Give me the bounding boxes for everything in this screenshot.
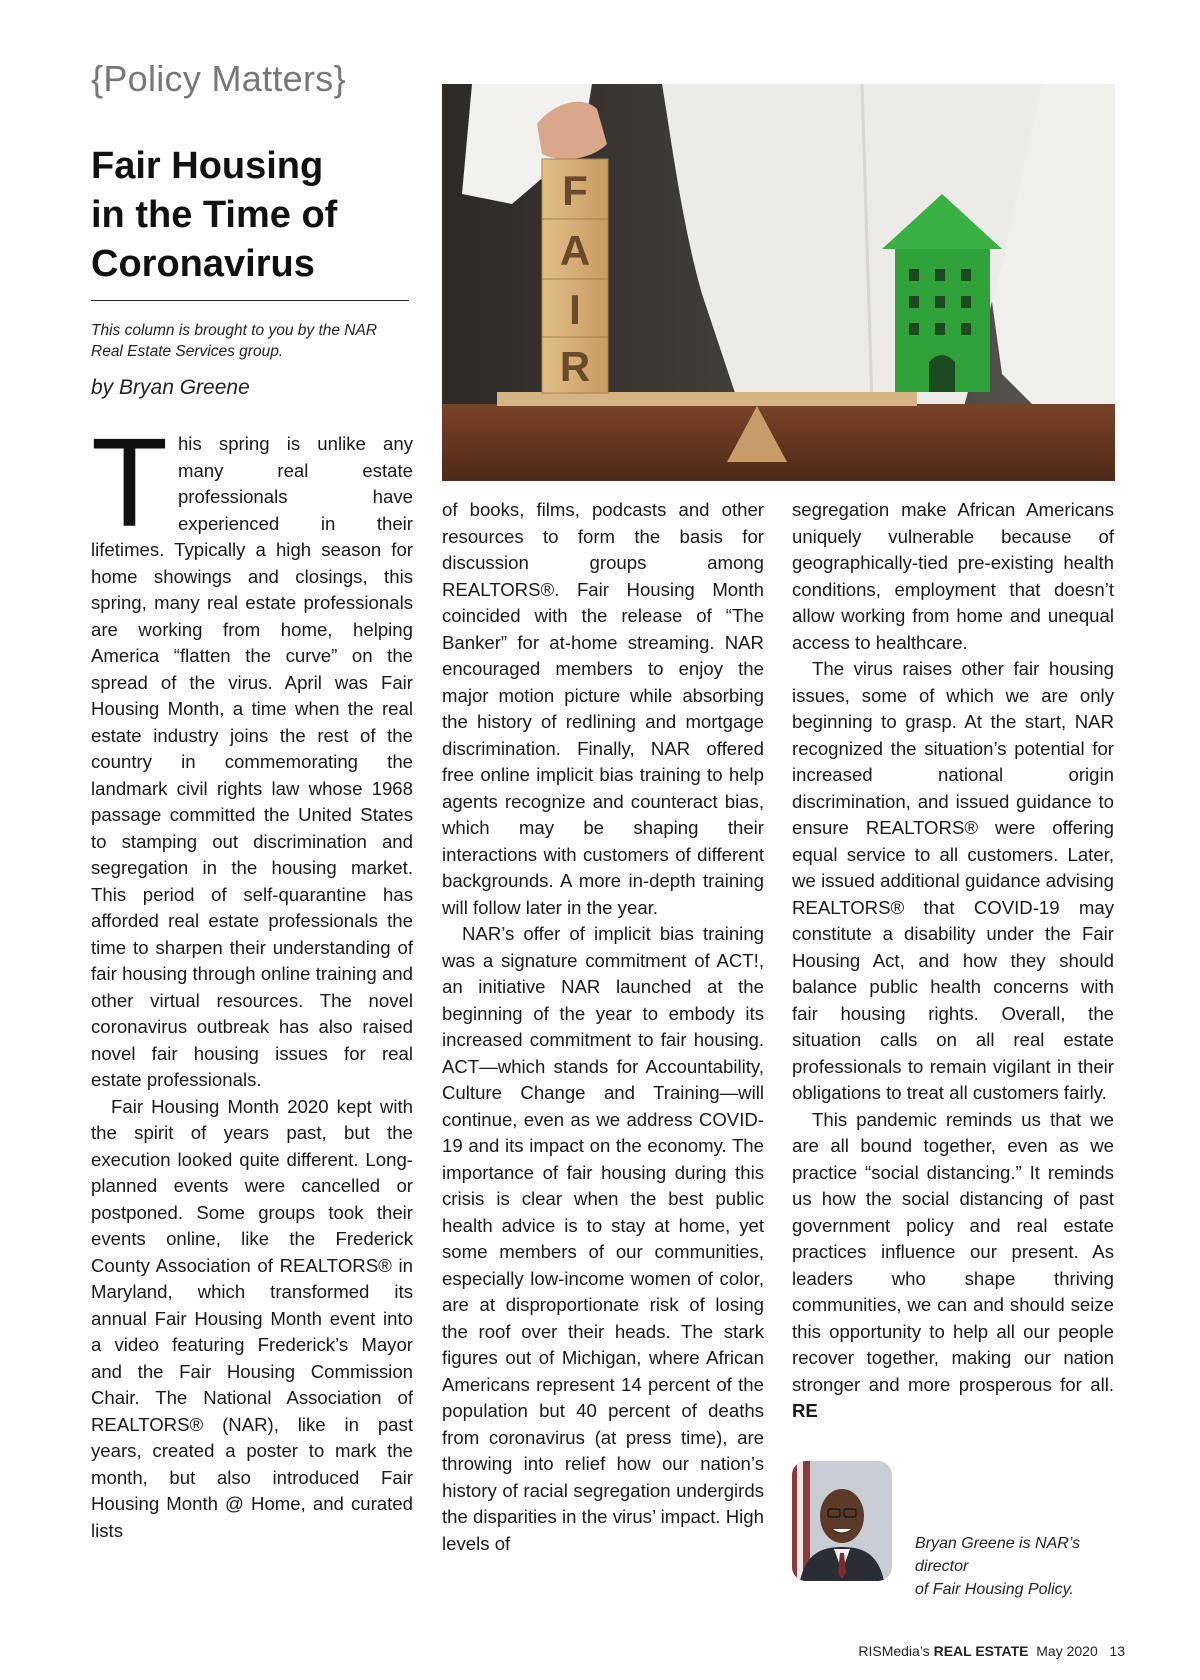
paragraph-text: This pandemic reminds us that we are all bound together, even as we practice “social distancing.” It reminds us how the social distancing of past government policy and real estate practices influence our present. As leaders who shape thriving communities, we can and should seize this opportunity to help all our people recover together, making our nation stronger and more prosperous for all. <box>792 1108 1114 1395</box>
paragraph <box>91 412 413 1094</box>
caption-line: Bryan Greene is NAR’s director <box>915 1535 1081 1575</box>
paragraph: The virus raises other fair housing issues, some of which we are only beginning to grasp. At the start, NAR recognized the situation’s potential for increased national origin discrimination, and issued guidance to ensure REALTORS® were offering equal service to all customers. Later, we issued additional guidance advising REALTORS® that COVID-19 may constitute a disability under the Fair Housing Act, and how they should balance public health concerns with fair housing rights. Overall, the situation calls on all real estate professionals to remain vigilant in their obligations to treat all customers fairly. <box>792 658 1114 1103</box>
headline-divider <box>91 300 409 301</box>
caption-line: of Fair Housing Policy. <box>915 1581 1074 1598</box>
drop-cap: T <box>91 412 168 553</box>
block-letter: A <box>559 227 591 274</box>
article-headline <box>91 142 411 289</box>
author-photo <box>792 1461 892 1581</box>
headline-line: Coronavirus <box>91 243 315 285</box>
author-caption <box>915 1532 1135 1601</box>
publication-name: RISMedia’s <box>858 1643 930 1659</box>
headline-line: in the Time of <box>91 194 338 236</box>
paragraph-text: his spring is unlike any many real estate professionals have experienced in their lifetimes. Typically a high season for home showings and closings, this spring, many real estate professionals are working from home, helping America “flatten the curve” on the spread of the virus. April was Fair Housing Month, a time when the real estate industry joins the rest of the country in commemorating the landmark civil rights law whose 1968 passage committed the United States to stamping out discrimination and segregation in the housing market. This period of self-quarantine has afforded real estate professionals the time to sharpen their understanding of fair housing through online training and other virtual resources. The novel coronavirus outbreak has also raised novel fair housing issues for real estate professionals. <box>91 433 413 1090</box>
fair-house-balance-illustration <box>442 84 1115 481</box>
hero-photo <box>442 84 1115 481</box>
magazine-name: REAL ESTATE <box>933 1643 1029 1659</box>
paragraph: NAR’s offer of implicit bias training was a signature commitment of ACT!, an initiative NAR launched at the beginning of the year to embody its increased commitment to fair housing. ACT—which stands for Accountability, Culture Change and Training—will continue, even as we address COVID-19 and its impact on the economy. The importance of fair housing during this crisis is clear when the best public health advice is to stay at home, yet some members of our communities, especially low-income women of color, are at disproportionate risk of losing the roof over their heads. The stark figures out of Michigan, where African Americans represent 14 percent of the population but 40 percent of deaths from coronavirus (at press time), are throwing into relief how our nation’s history of racial segregation undergirds the disparities in the virus’ impact. High levels of <box>442 923 764 1554</box>
block-letter: R <box>559 343 591 390</box>
credit-line: Real Estate Services group. <box>91 343 284 360</box>
article-column-2 <box>442 497 764 1557</box>
paragraph <box>792 1107 1114 1425</box>
block-i <box>542 279 608 337</box>
block-letter: I <box>569 286 581 333</box>
credit-line: This column is brought to you by the NAR <box>91 322 378 339</box>
block-f <box>542 159 608 219</box>
paragraph: segregation make African Americans uniquely vulnerable because of geographically-tied pre-existing health conditions, employment that doesn’t allow working from home and unequal access to healthcare. <box>792 499 1114 653</box>
byline: by Bryan Greene <box>91 376 250 399</box>
paragraph: Fair Housing Month 2020 kept with the spirit of years past, but the execution looked quite different. Long-planned events were cancelled or postponed. Some groups took their events online, like the Frederick County Association of REALTORS® in Maryland, which transformed its annual Fair Housing Month event into a video featuring Frederick’s Mayor and the Fair Housing Commission Chair. The National Association of REALTORS® (NAR), like in past years, created a poster to mark the month, but also introduced Fair Housing Month @ Home, and curated lists <box>91 1095 413 1541</box>
end-mark: RE <box>792 1400 818 1421</box>
article-column-1 <box>91 412 413 1544</box>
headline-line: Fair Housing <box>91 145 324 187</box>
section-label: {Policy Matters} <box>91 58 346 99</box>
wooden-table <box>442 404 1115 481</box>
author-portrait <box>792 1461 892 1581</box>
column-credit <box>91 320 411 362</box>
page-number: 13 <box>1109 1643 1125 1659</box>
page-footer <box>858 1643 1125 1659</box>
issue-date: May 2020 <box>1036 1643 1098 1659</box>
block-r <box>542 337 608 393</box>
article-column-3 <box>792 497 1114 1425</box>
paragraph: of books, films, podcasts and other resources to form the basis for discussion groups among REALTORS®. Fair Housing Month coincided with the release of “The Banker” for at-home streaming. NAR encouraged members to enjoy the major motion picture while absorbing the history of redlining and mortgage discrimination. Finally, NAR offered free online implicit bias training to help agents recognize and counteract bias, which may be shaping their interactions with customers of different backgrounds. A more in-depth training will follow later in the year. <box>442 499 764 918</box>
block-a <box>542 219 608 279</box>
block-letter: F <box>562 167 588 214</box>
balance-board <box>497 392 917 406</box>
